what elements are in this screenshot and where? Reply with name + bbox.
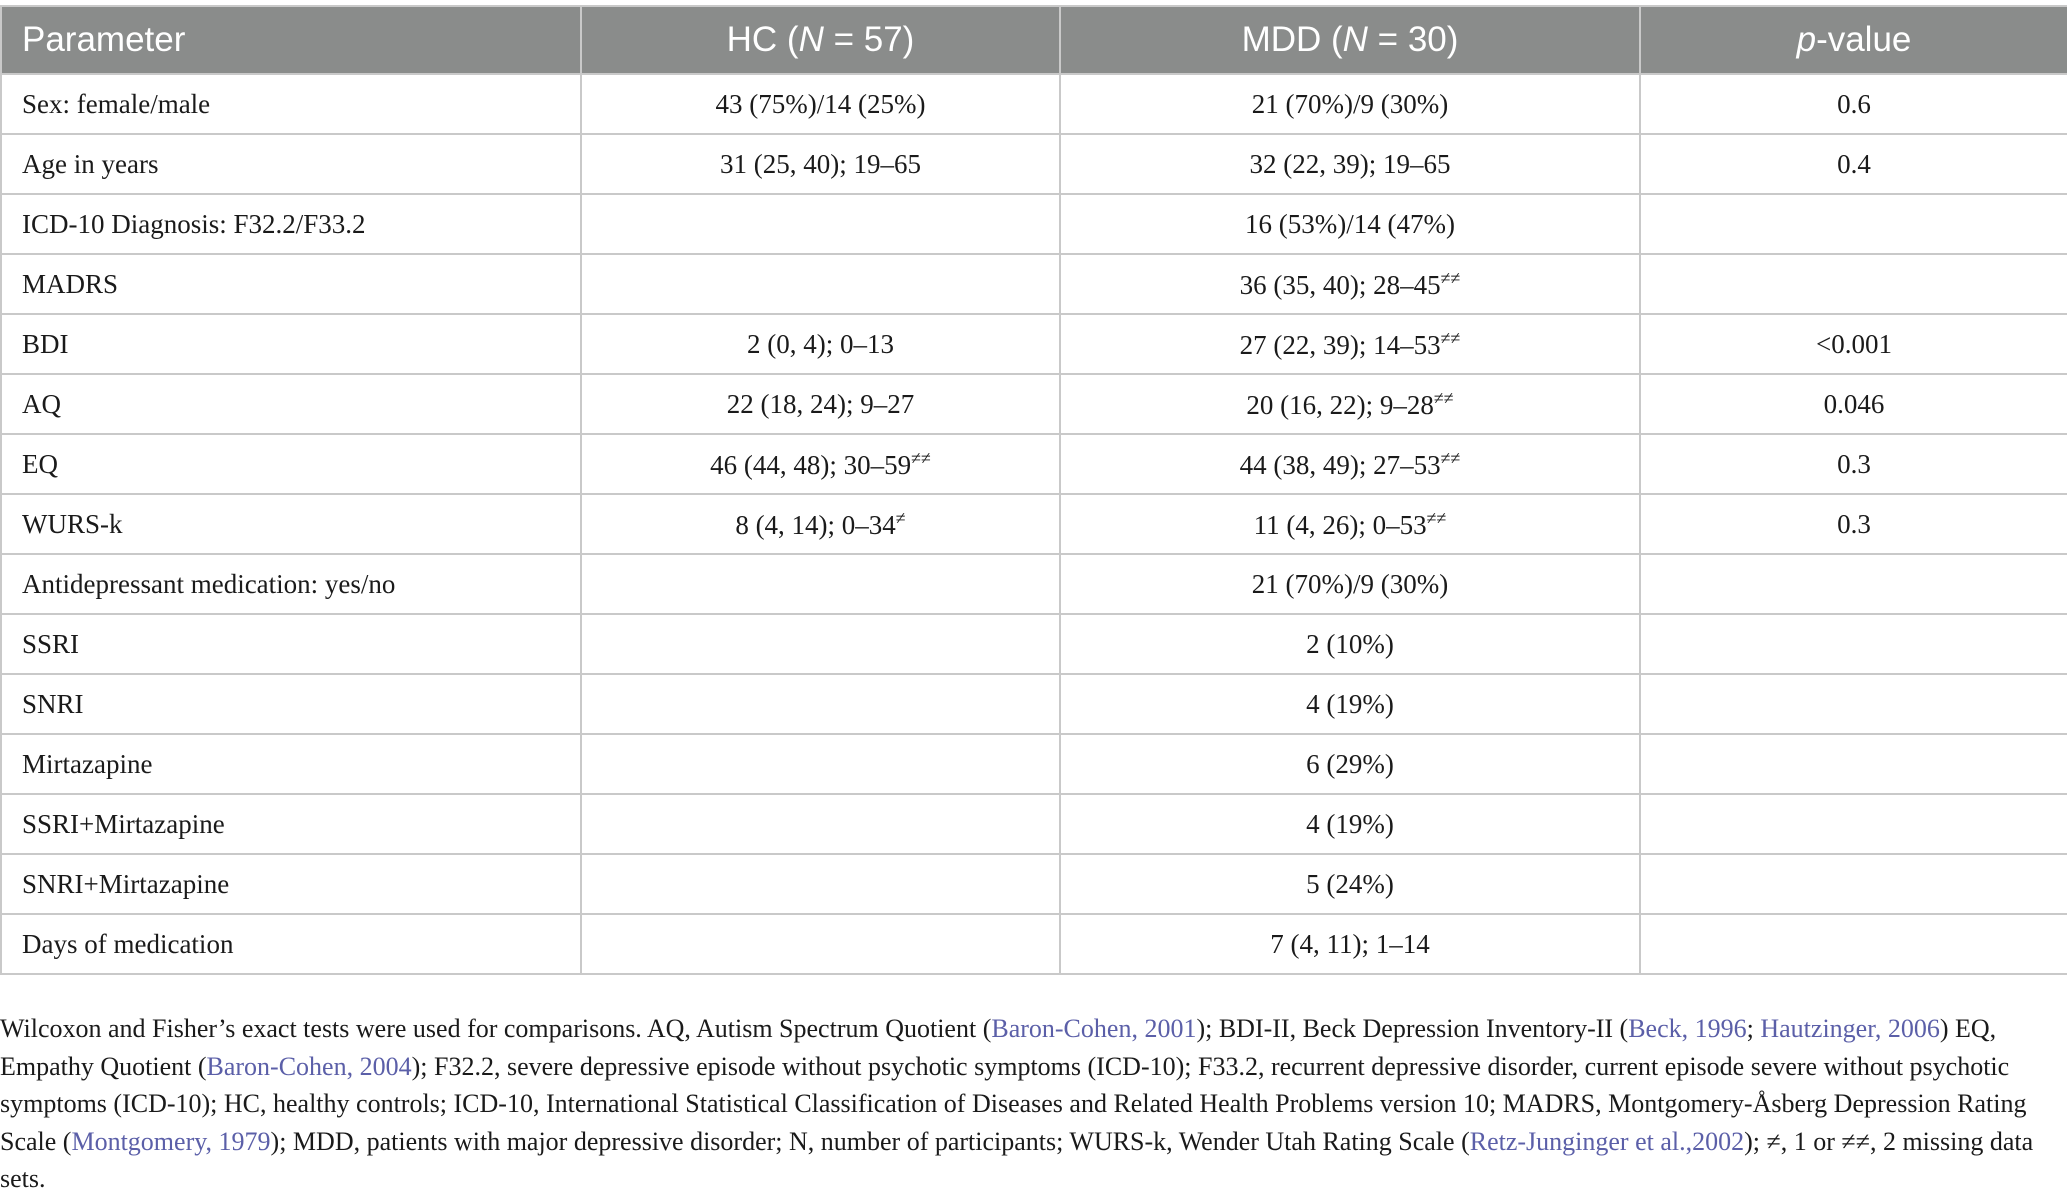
cell-parameter xyxy=(1,914,581,974)
header-italic-symbol: p xyxy=(1796,20,1817,59)
cell-value: Antidepressant medication: yes/no xyxy=(22,568,396,599)
table-row xyxy=(1,134,2067,194)
cell-mdd xyxy=(1060,254,1640,314)
cell-parameter xyxy=(1,674,581,734)
cell-p-value xyxy=(1640,854,2067,914)
cell-hc xyxy=(581,734,1060,794)
cell-p-value xyxy=(1640,254,2067,314)
cell-value: 11 (4, 26); 0–53 xyxy=(1253,509,1427,540)
cell-hc xyxy=(581,74,1060,134)
table-row xyxy=(1,314,2067,374)
cell-hc xyxy=(581,854,1060,914)
cell-mdd xyxy=(1060,794,1640,854)
cell-hc xyxy=(581,434,1060,494)
cell-parameter xyxy=(1,314,581,374)
cell-value: 0.3 xyxy=(1837,448,1871,479)
missing-data-marker: ≠≠ xyxy=(1426,507,1447,528)
missing-data-marker: ≠ xyxy=(895,507,906,528)
table-row xyxy=(1,194,2067,254)
cell-p-value xyxy=(1640,734,2067,794)
table-row xyxy=(1,254,2067,314)
cell-value: 16 (53%)/14 (47%) xyxy=(1245,208,1455,239)
cell-value: EQ xyxy=(22,448,58,479)
table-row xyxy=(1,854,2067,914)
header-p-value xyxy=(1640,6,2067,74)
cell-value: 32 (22, 39); 19–65 xyxy=(1249,148,1451,179)
footnote-text: ); MDD, patients with major depressive disorder; N, number of participants; WURS-k, Wender Utah Rating Scale ( xyxy=(270,1126,1470,1156)
table-row xyxy=(1,734,2067,794)
cell-parameter xyxy=(1,74,581,134)
header-text: Parameter xyxy=(22,20,186,59)
cell-p-value xyxy=(1640,614,2067,674)
table-header-row xyxy=(1,6,2067,74)
cell-value: 2 (10%) xyxy=(1306,628,1394,659)
missing-data-marker: ≠≠ xyxy=(1440,447,1461,468)
cell-hc xyxy=(581,614,1060,674)
cell-value: 4 (19%) xyxy=(1306,808,1394,839)
cell-value: WURS-k xyxy=(22,508,123,539)
cell-hc xyxy=(581,254,1060,314)
cell-mdd xyxy=(1060,374,1640,434)
cell-parameter xyxy=(1,254,581,314)
cell-mdd xyxy=(1060,194,1640,254)
cell-parameter xyxy=(1,614,581,674)
cell-parameter xyxy=(1,794,581,854)
cell-value: BDI xyxy=(22,328,69,359)
cell-mdd xyxy=(1060,854,1640,914)
cell-mdd xyxy=(1060,554,1640,614)
cell-value: 5 (24%) xyxy=(1306,868,1394,899)
footnote-text: ); BDI-II, Beck Depression Inventory-II ( xyxy=(1196,1014,1629,1043)
cell-mdd xyxy=(1060,434,1640,494)
cell-value: 44 (38, 49); 27–53 xyxy=(1239,449,1441,480)
cell-p-value xyxy=(1640,794,2067,854)
cell-parameter xyxy=(1,854,581,914)
citation-link[interactable]: Montgomery, 1979 xyxy=(71,1126,271,1156)
missing-data-marker: ≠≠ xyxy=(1433,387,1454,408)
citation-link[interactable]: Baron-Cohen, 2001 xyxy=(991,1014,1197,1043)
cell-hc xyxy=(581,374,1060,434)
cell-value: 21 (70%)/9 (30%) xyxy=(1251,88,1449,119)
header-text: -value xyxy=(1816,20,1912,59)
cell-value: MADRS xyxy=(22,268,119,299)
cell-value: ICD-10 Diagnosis: F32.2/F33.2 xyxy=(22,208,366,239)
cell-value: <0.001 xyxy=(1816,328,1892,359)
table-row xyxy=(1,794,2067,854)
cell-value: 0.4 xyxy=(1837,148,1871,179)
table-container xyxy=(0,5,2067,975)
header-italic-symbol: N xyxy=(798,20,824,59)
table-body xyxy=(1,74,2067,974)
header-italic-symbol: N xyxy=(1342,20,1368,59)
cell-value: 0.3 xyxy=(1837,508,1871,539)
cell-p-value xyxy=(1640,314,2067,374)
header-text: MDD ( xyxy=(1241,20,1343,59)
cell-p-value xyxy=(1640,134,2067,194)
citation-link[interactable]: Beck, 1996 xyxy=(1628,1014,1747,1043)
cell-parameter xyxy=(1,194,581,254)
header-text: HC ( xyxy=(726,20,799,59)
cell-mdd xyxy=(1060,314,1640,374)
cell-p-value xyxy=(1640,434,2067,494)
cell-parameter xyxy=(1,734,581,794)
missing-data-marker: ≠≠ xyxy=(1440,327,1461,348)
missing-data-marker: ≠≠ xyxy=(1440,267,1461,288)
header-mdd xyxy=(1060,6,1640,74)
cell-mdd xyxy=(1060,134,1640,194)
cell-hc xyxy=(581,674,1060,734)
citation-link[interactable]: Baron-Cohen, 2004 xyxy=(206,1051,412,1081)
cell-parameter xyxy=(1,134,581,194)
cell-value: SSRI xyxy=(22,628,80,659)
table-row xyxy=(1,554,2067,614)
footnote-text: Wilcoxon and Fisher’s exact tests were used for comparisons. AQ, Autism Spectrum Quotient ( xyxy=(0,1014,992,1043)
table-row xyxy=(1,434,2067,494)
cell-parameter xyxy=(1,494,581,554)
cell-mdd xyxy=(1060,494,1640,554)
missing-data-marker: ≠≠ xyxy=(911,447,931,468)
table-row xyxy=(1,374,2067,434)
cell-value: 0.6 xyxy=(1837,88,1871,119)
cell-p-value xyxy=(1640,554,2067,614)
cell-value: SNRI+Mirtazapine xyxy=(22,868,230,899)
cell-value: 31 (25, 40); 19–65 xyxy=(720,148,921,179)
cell-hc xyxy=(581,194,1060,254)
table-row xyxy=(1,914,2067,974)
cell-value: 6 (29%) xyxy=(1306,748,1394,779)
table-row xyxy=(1,494,2067,554)
footnote-text: ) EQ, Empathy Quotient ( xyxy=(0,1014,1997,1081)
cell-value: SSRI+Mirtazapine xyxy=(22,808,225,839)
cell-value: 36 (35, 40); 28–45 xyxy=(1239,269,1441,300)
table-footnote xyxy=(0,1010,2050,1198)
cell-parameter xyxy=(1,434,581,494)
cell-p-value xyxy=(1640,74,2067,134)
cell-mdd xyxy=(1060,614,1640,674)
cell-value: Age in years xyxy=(22,148,159,179)
header-parameter xyxy=(1,6,581,74)
footnote-text: ); F32.2, severe depressive episode without psychotic symptoms (ICD-10); F33.2, recurrent depressive disorder, current episode severe without psychotic symptoms (ICD-10); HC, healthy controls; ICD-10, International Statistical Classification of Diseases and Related Health Problems version 10; MADRS, Montgomery-Åsberg Depression Rating Scale ( xyxy=(0,1051,2027,1156)
cell-value: Sex: female/male xyxy=(22,88,211,119)
citation-link[interactable]: Retz-Junginger et al.,2002 xyxy=(1469,1126,1745,1156)
footnote-text: ); ≠, 1 or ≠≠, 2 missing data sets. xyxy=(0,1126,2034,1193)
table-row xyxy=(1,614,2067,674)
cell-parameter xyxy=(1,374,581,434)
cell-value: 21 (70%)/9 (30%) xyxy=(1251,568,1449,599)
cell-p-value xyxy=(1640,674,2067,734)
cell-mdd xyxy=(1060,674,1640,734)
cell-value: 8 (4, 14); 0–34 xyxy=(735,509,896,540)
cell-p-value xyxy=(1640,374,2067,434)
cell-value: 43 (75%)/14 (25%) xyxy=(715,88,926,119)
cell-value: 22 (18, 24); 9–27 xyxy=(726,388,915,419)
cell-value: 46 (44, 48); 30–59 xyxy=(710,449,912,480)
citation-link[interactable]: Hautzinger, 2006 xyxy=(1760,1014,1940,1043)
cell-mdd xyxy=(1060,734,1640,794)
cell-p-value xyxy=(1640,914,2067,974)
cell-p-value xyxy=(1640,494,2067,554)
cell-value: 2 (0, 4); 0–13 xyxy=(747,328,894,359)
cell-hc xyxy=(581,134,1060,194)
cell-value: 20 (16, 22); 9–28 xyxy=(1246,389,1434,420)
table-row xyxy=(1,74,2067,134)
footnote-text: ; xyxy=(1746,1014,1761,1043)
cell-p-value xyxy=(1640,194,2067,254)
cell-value: AQ xyxy=(22,388,61,419)
cell-hc xyxy=(581,794,1060,854)
demographics-table xyxy=(0,5,2067,975)
cell-hc xyxy=(581,554,1060,614)
cell-mdd xyxy=(1060,914,1640,974)
cell-value: 4 (19%) xyxy=(1306,688,1394,719)
cell-parameter xyxy=(1,554,581,614)
cell-value: Days of medication xyxy=(22,928,234,959)
header-hc xyxy=(581,6,1060,74)
cell-mdd xyxy=(1060,74,1640,134)
cell-value: Mirtazapine xyxy=(22,748,153,779)
cell-hc xyxy=(581,494,1060,554)
header-text: = 30) xyxy=(1367,20,1459,59)
cell-hc xyxy=(581,914,1060,974)
cell-value: 27 (22, 39); 14–53 xyxy=(1239,329,1441,360)
cell-value: SNRI xyxy=(22,688,84,719)
header-text: = 57) xyxy=(823,20,915,59)
table-row xyxy=(1,674,2067,734)
cell-value: 7 (4, 11); 1–14 xyxy=(1270,928,1430,959)
cell-value: 0.046 xyxy=(1823,388,1885,419)
cell-hc xyxy=(581,314,1060,374)
